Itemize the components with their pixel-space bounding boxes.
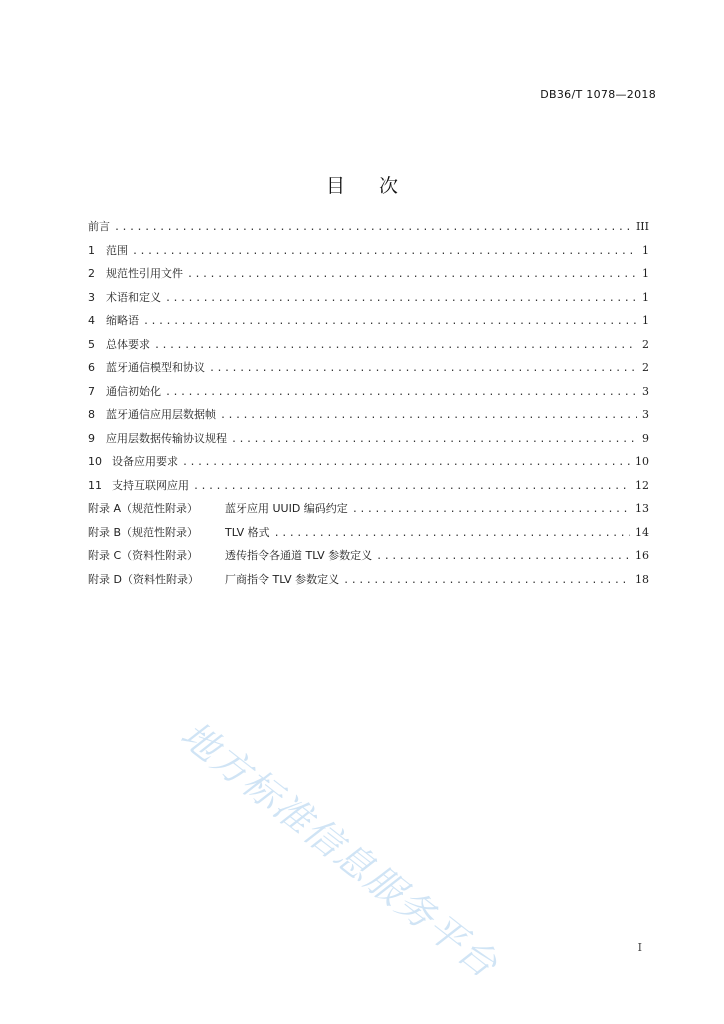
toc-entry[interactable] — [88, 218, 649, 242]
toc-entry-number: 2 — [88, 267, 95, 280]
toc-entry[interactable] — [88, 430, 649, 454]
toc-entry-title: 范围 — [106, 243, 128, 257]
toc-dot-leader — [143, 316, 637, 327]
toc-heading-char-2: 次 — [379, 174, 399, 197]
toc-entry-page: 14 — [635, 525, 649, 539]
toc-entry-title: 蓝牙应用 UUID 编码约定 — [225, 502, 348, 515]
toc-entry-page: 3 — [642, 384, 649, 398]
toc-entry-title: 术语和定义 — [106, 290, 161, 304]
toc-entry[interactable] — [88, 383, 649, 407]
toc-entry-number: 4 — [88, 314, 95, 327]
toc-entry[interactable] — [88, 336, 649, 360]
toc-entry-appendix-label: 附录 B（规范性附录） — [88, 525, 199, 539]
toc-entry[interactable] — [88, 524, 649, 548]
toc-entry-page: 13 — [635, 502, 649, 515]
toc-entry-appendix-label: 附录 C（资料性附录） — [88, 549, 199, 562]
toc-entry-page: 16 — [635, 549, 649, 562]
toc-entry-number: 3 — [88, 290, 95, 304]
toc-entry-number: 8 — [88, 408, 95, 421]
table-of-contents — [88, 218, 649, 594]
toc-entry-title: 透传指令各通道 TLV 参数定义 — [225, 549, 373, 562]
toc-dot-leader — [114, 222, 631, 233]
toc-entry[interactable] — [88, 547, 649, 571]
toc-dot-leader — [154, 340, 637, 351]
toc-entry-title: 缩略语 — [106, 314, 139, 327]
toc-entry-number: 9 — [88, 431, 95, 445]
toc-dot-leader — [187, 269, 637, 280]
toc-dot-leader — [231, 434, 637, 445]
toc-dot-leader — [182, 457, 630, 468]
toc-entry-page: 9 — [642, 431, 649, 445]
toc-entry-title: 规范性引用文件 — [106, 267, 183, 280]
toc-entry-title: 支持互联网应用 — [112, 478, 189, 492]
watermark: 地方标准信息服务平台 — [172, 712, 507, 987]
toc-entry-title: 通信初始化 — [106, 384, 161, 398]
toc-entry[interactable] — [88, 477, 649, 501]
toc-entry-title: TLV 格式 — [225, 525, 270, 539]
toc-dot-leader — [132, 246, 637, 257]
toc-entry-page: 2 — [642, 361, 649, 374]
toc-entry-title: 厂商指令 TLV 参数定义 — [225, 572, 340, 586]
toc-dot-leader — [274, 528, 630, 539]
toc-entry-page: 10 — [635, 455, 649, 468]
toc-entry[interactable] — [88, 571, 649, 595]
toc-heading — [0, 171, 724, 198]
toc-entry-page: 2 — [642, 337, 649, 351]
toc-entry[interactable] — [88, 242, 649, 266]
standard-code: DB36/T 1078—2018 — [540, 88, 656, 101]
toc-dot-leader — [220, 410, 637, 421]
toc-dot-leader — [193, 481, 630, 492]
toc-entry[interactable] — [88, 453, 649, 477]
toc-entry-number: 7 — [88, 384, 95, 398]
toc-entry-title: 总体要求 — [106, 337, 150, 351]
toc-entry-title: 蓝牙通信应用层数据帧 — [106, 408, 216, 421]
toc-entry-title: 蓝牙通信模型和协议 — [106, 361, 205, 374]
toc-entry-number: 5 — [88, 337, 95, 351]
toc-entry-page: III — [635, 220, 649, 233]
toc-entry[interactable] — [88, 312, 649, 336]
toc-entry-page: 1 — [642, 243, 649, 257]
toc-entry-number: 1 — [88, 243, 95, 257]
toc-dot-leader — [343, 575, 630, 586]
toc-entry-page: 3 — [642, 408, 649, 421]
toc-entry-appendix-label: 附录 A（规范性附录） — [88, 502, 199, 515]
toc-entry-page: 1 — [642, 290, 649, 304]
toc-entry[interactable] — [88, 359, 649, 383]
toc-entry-number: 11 — [88, 478, 102, 492]
toc-entry-page: 1 — [642, 314, 649, 327]
toc-entry-title: 前言 — [88, 220, 110, 233]
toc-entry-number: 10 — [88, 455, 102, 468]
toc-heading-char-1: 目 — [325, 174, 345, 197]
toc-entry-title: 应用层数据传输协议规程 — [106, 431, 227, 445]
toc-dot-leader — [209, 363, 637, 374]
toc-entry[interactable] — [88, 265, 649, 289]
toc-entry[interactable] — [88, 406, 649, 430]
toc-entry-appendix-label: 附录 D（资料性附录） — [88, 572, 199, 586]
page-number: I — [637, 941, 642, 954]
toc-entry[interactable] — [88, 500, 649, 524]
toc-entry-number: 6 — [88, 361, 95, 374]
toc-entry-page: 12 — [635, 478, 649, 492]
toc-entry-page: 18 — [635, 572, 649, 586]
toc-dot-leader — [165, 293, 637, 304]
toc-dot-leader — [376, 551, 630, 562]
toc-dot-leader — [165, 387, 637, 398]
toc-entry-title: 设备应用要求 — [112, 455, 178, 468]
toc-dot-leader — [352, 504, 630, 515]
toc-entry[interactable] — [88, 289, 649, 313]
toc-entry-page: 1 — [642, 267, 649, 280]
